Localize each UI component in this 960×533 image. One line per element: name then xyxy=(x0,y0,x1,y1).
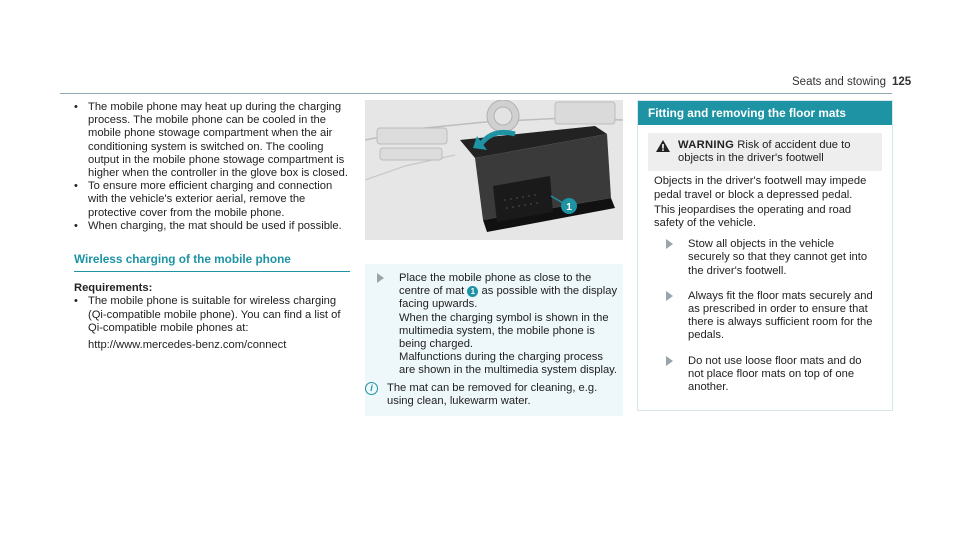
figure-callout-1: 1 xyxy=(566,202,572,213)
info-icon: i xyxy=(365,382,378,395)
list-item: • The mobile phone may heat up during the charging process. The mobile phone can be cooled in the mobile phone stowage compartment when the air conditioning system is switched on. The cooling output in the mobile phone stowage compartment is higher when the controller in the glove box is closed. xyxy=(74,101,348,180)
warning-body xyxy=(648,171,882,410)
list-item: • To ensure more efficient charging and connection with the vehicle's exterior aerial, remove the protective cover from the mobile phone. xyxy=(74,180,333,219)
step-result: When the charging symbol is shown in the multimedia system, the mobile phone is being charged. xyxy=(399,311,609,351)
panel-title: Fitting and removing the floor mats xyxy=(638,101,892,125)
page-number: 125 xyxy=(891,76,912,88)
charging-mat-illustration xyxy=(365,100,623,240)
console-drawing xyxy=(365,100,623,240)
section-title: Wireless charging of the mobile phone xyxy=(74,253,350,272)
column-middle xyxy=(365,100,623,416)
bullet-icon: • xyxy=(74,295,78,308)
list-item: • The mobile phone is suitable for wireless charging (Qi-compatible mobile phone). You can find a list of Qi-compatible mobile phones at: xyxy=(74,295,341,334)
bullet-icon: • xyxy=(74,101,78,113)
floor-mats-panel xyxy=(637,100,893,411)
step-arrow-icon xyxy=(666,239,673,249)
step: Place the mobile phone as close to the centre of mat 1 as possible with the display facing upwards. When the charging symbol is shown in the multimedia system, the mobile phone is being charged. Malfunctions during the charging process are shown in the multimedia system display. xyxy=(365,272,619,378)
step: Always fit the floor mats securely and as prescribed in order to ensure that there is always sufficient room for the pedals. xyxy=(654,290,876,343)
column-left xyxy=(74,101,350,352)
warning-icon xyxy=(656,140,670,152)
url-text: http://www.mercedes-benz.com/connect xyxy=(88,339,287,352)
step-malfunction: Malfunctions during the charging process are shown in the multimedia system display. xyxy=(399,351,618,377)
warning-paragraph: Objects in the driver's footwell may impede pedal travel or block a depressed pedal. xyxy=(654,175,867,201)
requirements-list xyxy=(74,295,350,335)
step-arrow-icon xyxy=(666,356,673,366)
step-arrow-icon xyxy=(666,291,673,301)
instruction-block xyxy=(365,264,623,416)
warning-label: WARNING xyxy=(678,139,735,151)
step: Do not use loose floor mats and do not place floor mats on top of one another. xyxy=(654,355,876,395)
warning-text: Risk of accident due to objects in the driver's footwell xyxy=(678,139,851,165)
header-rule xyxy=(60,93,892,94)
list-item: • When charging, the mat should be used if possible. xyxy=(74,219,342,232)
bullet-icon: • xyxy=(74,219,78,232)
step-arrow-icon xyxy=(377,273,384,283)
step: Stow all objects in the vehicle securely so that they cannot get into the driver's footwell. xyxy=(654,238,876,278)
note: i The mat can be removed for cleaning, e.g. using clean, lukewarm water. xyxy=(365,382,619,408)
page-header xyxy=(792,76,912,89)
bullet-icon: • xyxy=(74,180,78,193)
mat-badge: 1 xyxy=(467,286,478,297)
bullet-list xyxy=(74,101,350,233)
warning-paragraph: This jeopardises the operating and road safety of the vehicle. xyxy=(654,203,852,230)
warning-box xyxy=(648,133,882,171)
warning-steps xyxy=(654,232,876,404)
requirements-label: Requirements: xyxy=(74,282,153,295)
section-name: Seats and stowing xyxy=(792,76,886,88)
